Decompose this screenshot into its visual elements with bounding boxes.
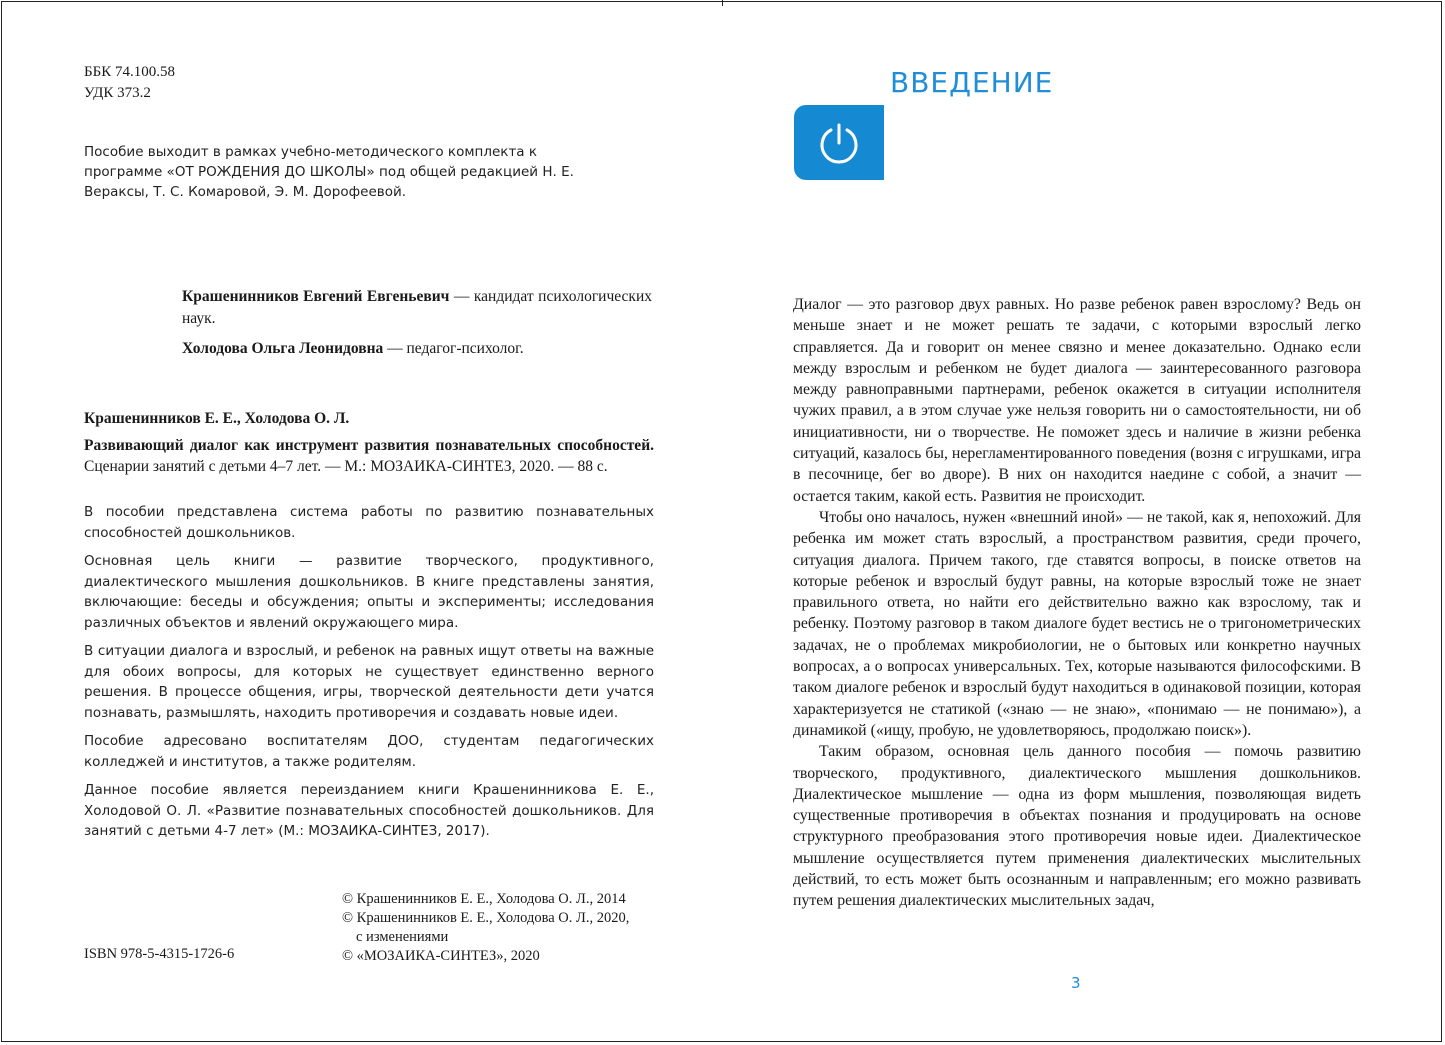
- author-role: — педагог-психолог.: [383, 340, 524, 357]
- power-icon: [816, 120, 862, 166]
- copyright-line: © Крашенинников Е. Е., Холодова О. Л., 2014: [342, 891, 626, 907]
- page-number: 3: [1071, 974, 1081, 992]
- annotation-paragraph: Данное пособие является переизданием книги Крашенинникова Е. Е., Холодовой О. Л. «Развитие познавательных способностей дошкольников. Для занятий с детьми 4-7 лет» (М.: МОЗАИКА-СИНТЕЗ, 2017).: [84, 782, 654, 839]
- bibliographic-record: [84, 408, 654, 483]
- author-entry: [182, 286, 652, 330]
- author-name: Холодова Ольга Леонидовна: [182, 340, 384, 357]
- body-paragraph: Диалог — это разговор двух равных. Но разве ребенок равен взрослому? Ведь он меньше знает и не может решать те задачи, с которыми взрослый легко справляется. Да и говорит он менее связно и менее доказательно. Однако если между взрослым и ребенком не будет диалога — заинтересованного разговора между равноправными партнерами, ребенок окажется в ситуации исполнителя чужих правил, а в этом случае уже нельзя говорить ни о самостоятельности, ни об инициативности, ни о творчестве. Не поможет здесь и наличие в жизни ребенка ситуаций, казалось бы, нерегламентированного поведения (возня с игрушками, игра в песочнице, бег во дворе). В них он находится наедине с собой, а значит — остается таким, какой есть. Развития не происходит.: [793, 296, 1361, 505]
- annotation-paragraph: Основная цель книги — развитие творческого, продуктивного, диалектического мышления дошкольников. В книге представлены занятия, включающие: беседы и обсуждения; опыты и эксперименты; исследования различных объектов и явлений окружающего мира.: [84, 553, 654, 631]
- author-role: — кандидат психологических наук.: [182, 288, 652, 327]
- bib-title: Развивающий диалог как инструмент развития познавательных способностей.: [84, 437, 654, 454]
- bbk-code: ББК 74.100.58: [84, 64, 175, 80]
- author-list: [182, 286, 652, 368]
- copyright-line: © Крашенинников Е. Е., Холодова О. Л., 2020,: [342, 910, 630, 926]
- isbn: ISBN 978-5-4315-1726-6: [84, 946, 235, 962]
- copyright-line: © «МОЗАИКА-СИНТЕЗ», 2020: [342, 948, 540, 964]
- body-paragraph: Чтобы оно началось, нужен «внешний иной» — не такой, как я, непохожий. Для ребенка им может стать взрослый, а пространством развития, среди прочего, ситуация диалога. Причем такого, где ставятся вопросы, в поиске ответов на которые ребенок и взрослый будут равны, на которые взрослый тоже не знает правильного ответа, но найти его действительно важно как взрослому, так и ребенку. Поэтому разговор в таком диалоге будет вестись не о тригонометрических задачах, не о проблемах микробиологии, не о бытовых или конкретно научных вопросах, а о вопросах универсальных. Тех, которые называются философскими. В таком диалоге ребенок и взрослый будут находиться в одинаковой позиции, которая характеризуется не статикой («знаю — не знаю», «понимаю — не понимаю»), а динамикой («ищу, пробую, не удовлетворяюсь, продолжаю поиск»).: [793, 508, 1361, 739]
- copyright-block: [342, 890, 662, 966]
- copyright-line: с изменениями: [356, 929, 449, 945]
- chapter-badge: [794, 105, 884, 180]
- annotation-paragraph: В ситуации диалога и взрослый, и ребенок на равных ищут ответы на важные для обоих вопросы, для которых не существует единственно верного решения. В процессе общения, игры, творческой деятельности дети учатся познавать, размышлять, находить противоречия и создавать новые идеи.: [84, 643, 654, 721]
- body-paragraph: Таким образом, основная цель данного пособия — помочь развитию творческого, продуктивного, диалектического мышления дошкольников. Диалектическое мышление — одна из форм мышления, позволяющая видеть существенные противоречия в объектах познания и продуцировать на основе структурного преобразования этого противоречия новые идеи. Диалектическое мышление осуществляется путем применения диалектических мыслительных действий, то есть может быть осознанным и направленным; его можно развивать путем решения диалектических мыслительных задач,: [793, 743, 1361, 910]
- bib-details: Сценарии занятий с детьми 4–7 лет. — М.: МОЗАИКА-СИНТЕЗ, 2020. — 88 с.: [84, 458, 608, 475]
- bib-description: [84, 435, 654, 477]
- series-note: Пособие выходит в рамках учебно-методического комплекта к программе «ОТ РОЖДЕНИЯ ДО ШКОЛЫ» под общей редакцией Н. Е. Вераксы, Т. С. Комаровой, Э. М. Дорофеевой.: [84, 144, 574, 200]
- classification-codes: [84, 62, 654, 104]
- annotation-paragraph: Пособие адресовано воспитателям ДОО, студентам педагогических колледжей и институтов, а также родителям.: [84, 733, 654, 770]
- udk-code: УДК 373.2: [84, 85, 151, 101]
- bib-authors: Крашенинников Е. Е., Холодова О. Л.: [84, 410, 350, 427]
- chapter-body: [793, 294, 1361, 912]
- author-name: Крашенинников Евгений Евгеньевич: [182, 288, 450, 305]
- author-entry: [182, 338, 652, 360]
- annotation-paragraph: В пособии представлена система работы по развитию познавательных способностей дошкольников.: [84, 504, 654, 541]
- annotation: [84, 502, 654, 850]
- spread-fold-mark: [722, 0, 723, 6]
- chapter-title: ВВЕДЕНИЕ: [890, 66, 1054, 99]
- left-page: [84, 62, 654, 964]
